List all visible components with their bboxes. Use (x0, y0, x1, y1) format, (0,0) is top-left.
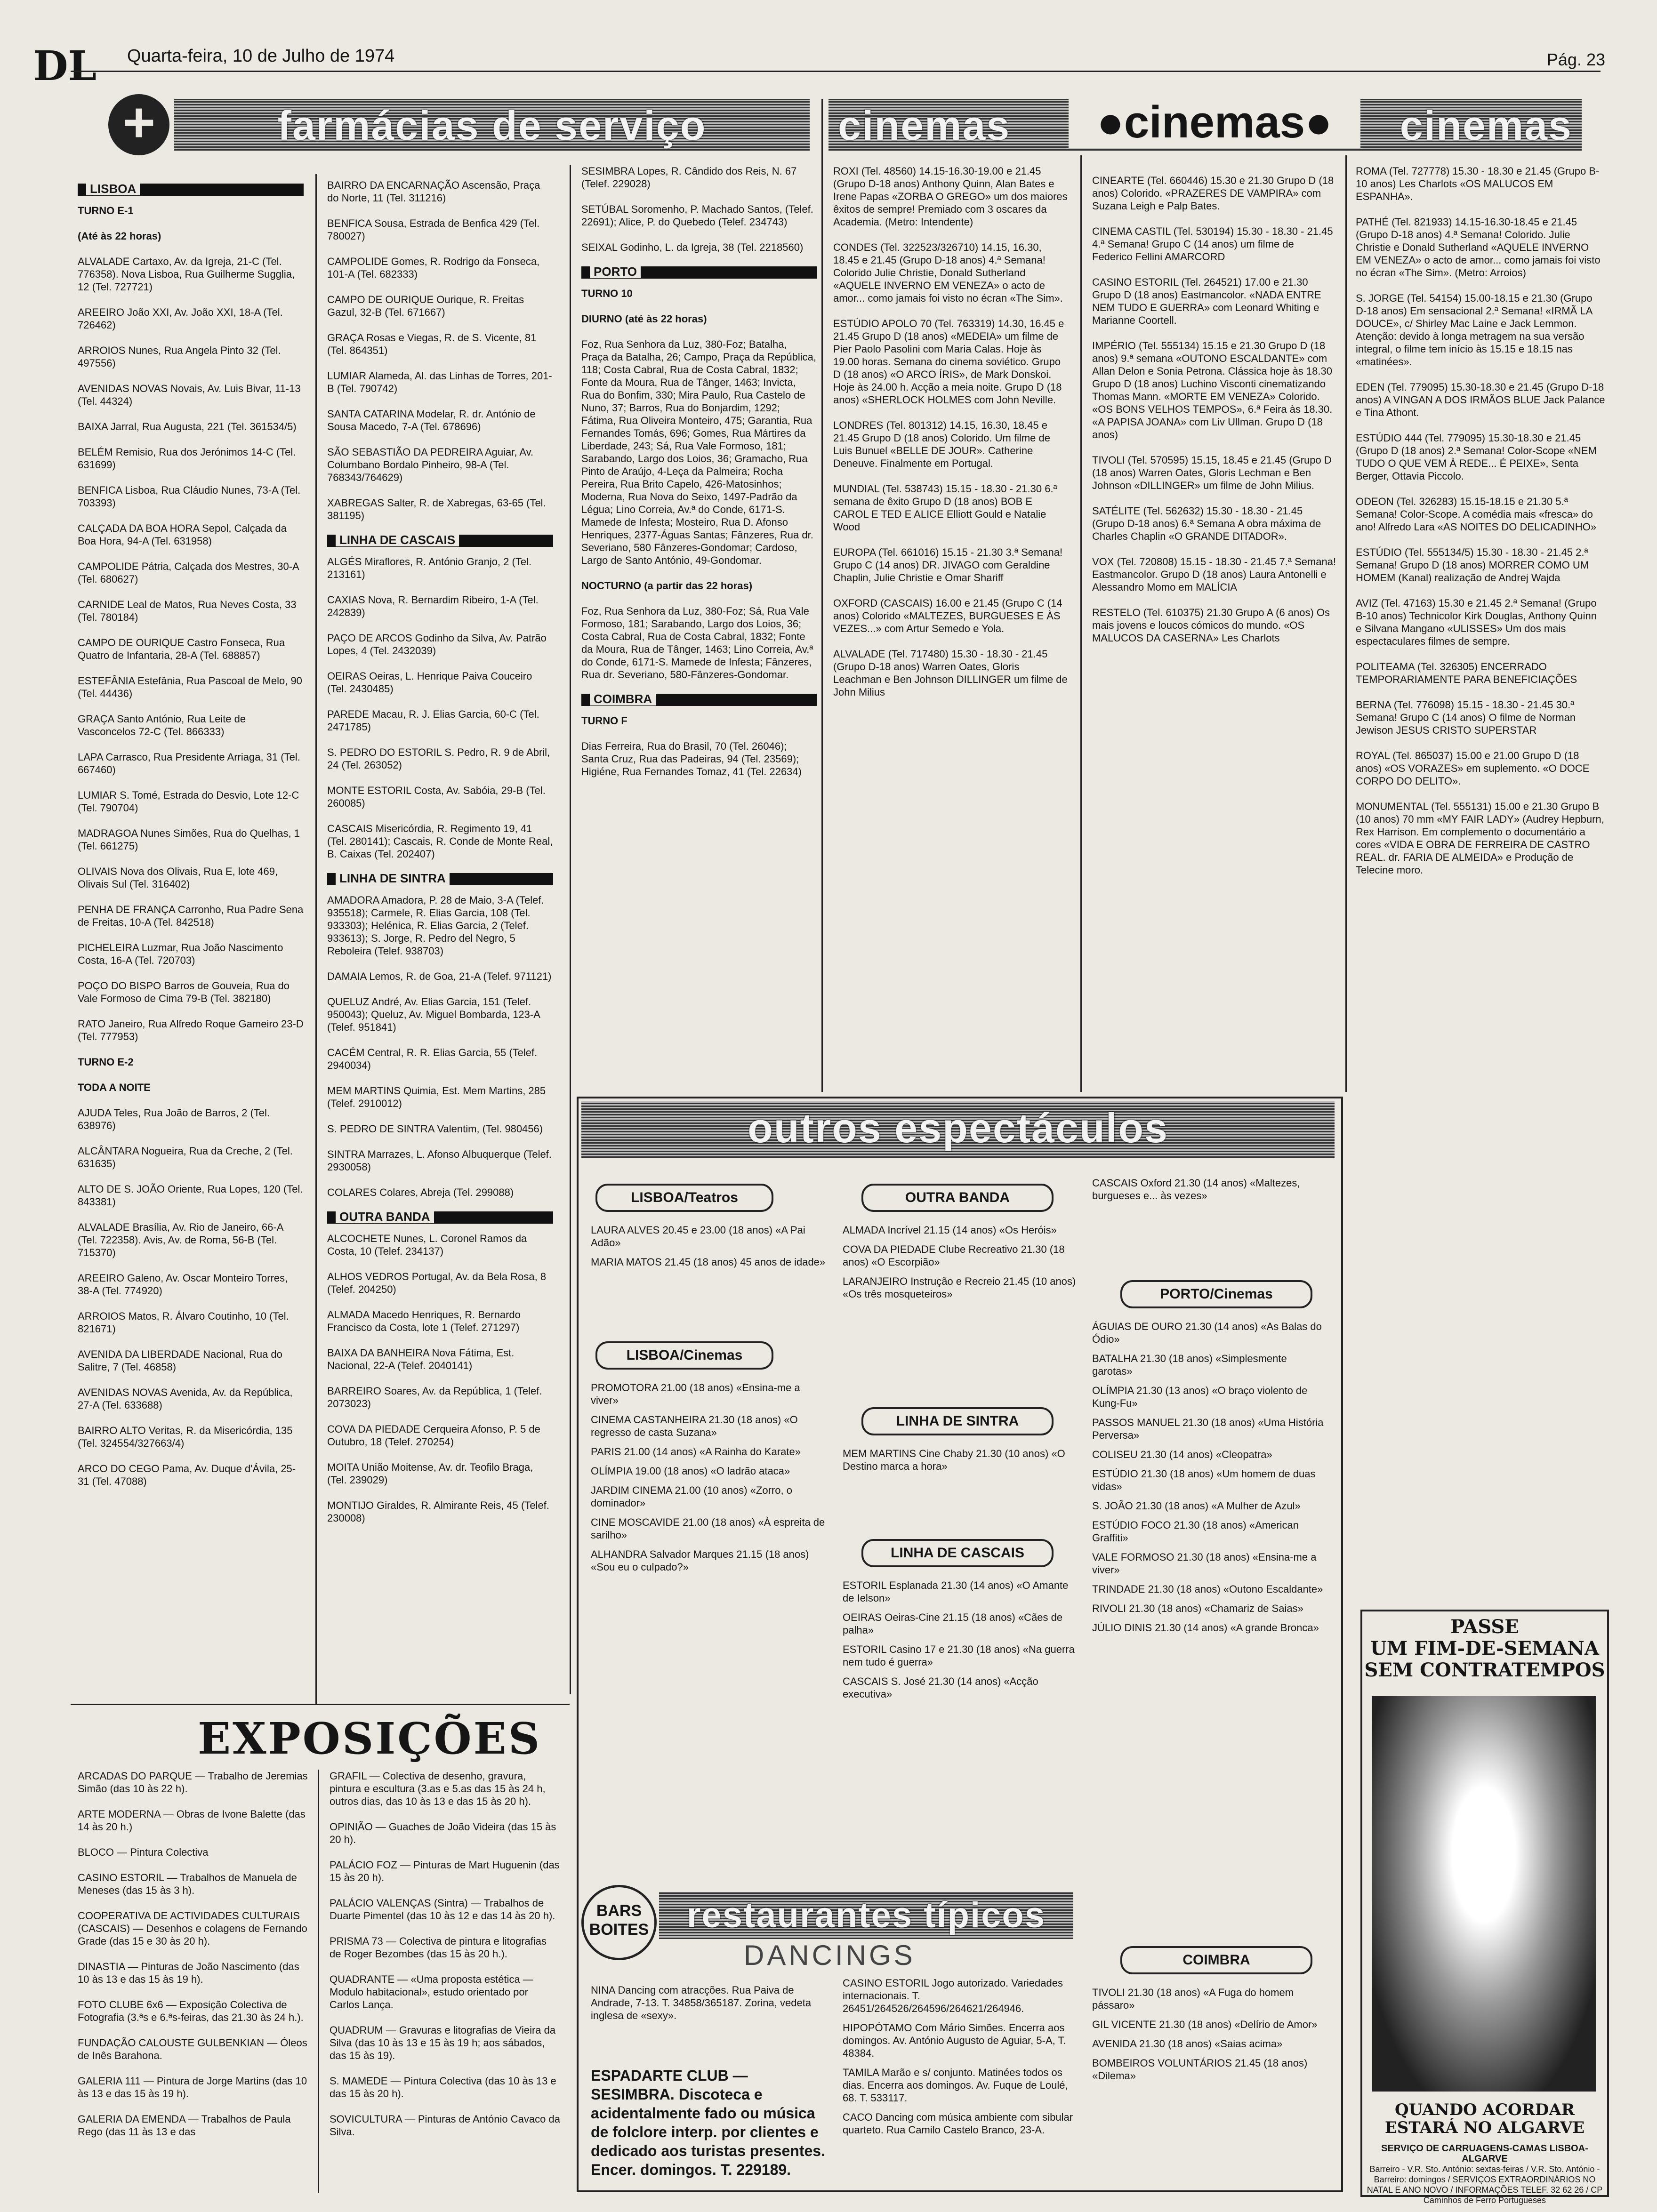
listing-entry: IMPÉRIO (Tel. 555134) 15.15 e 21.30 Grupo D (18 anos) 9.ª semana «OUTONO ESCALDANTE» com Allan Delon e Sonia Petrona. Clássica hoje às 18.30 Grupo D (18 anos) Luchino Visconti cinematizando Thomas Mann. «MORTE EM VENEZA» Colorido. «OS BONS VELHOS TEMPOS», 6.ª Feira às 18.30. «A PAPISA JOANA» com Liv Ullman. Grupo D (18 anos) (1092, 340, 1333, 441)
pharmacy-entry: S. PEDRO DE SINTRA Valentim, (Tel. 980456) (327, 1123, 543, 1135)
show-listing: BATALHA 21.30 (18 anos) «Simplesmente garotas» (1092, 1353, 1287, 1377)
pill-linha-cascais: LINHA DE CASCAIS (861, 1539, 1054, 1567)
listing-entry: LONDRES (Tel. 801312) 14.15, 16.30, 18.45 e 21.45 Grupo D (18 anos) Colorido. Um filme de Luis Bunuel «BELLE DE JOUR». Catherine Deneuve. Finalmente em Portugal. (833, 419, 1050, 469)
listing-entry: POLITEAMA (Tel. 326305) ENCERRADO TEMPORARIAMENTE PARA BENEFICIAÇÕES (1356, 661, 1577, 685)
show-listing: AVENIDA 21.30 (18 anos) «Saias acima» (1092, 2038, 1283, 2050)
pharmacy-entry: BAIXA DA BANHEIRA Nova Fátima, Est. Nacional, 22-A (Telef. 2040141) (327, 1347, 515, 1371)
turno-heading: TURNO 10 (581, 288, 633, 299)
pharmacy-cross-icon: + (108, 94, 169, 155)
pharmacy-entry: OEIRAS Oeiras, L. Henrique Paiva Couceiro (Tel. 2430485) (327, 670, 532, 695)
listing-entry: RESTELO (Tel. 610375) 21.30 Grupo A (6 anos) Os mais jovens e loucos cómicos do mundo. «OS MALUCOS DA CASERNA» Les Charlots (1092, 607, 1330, 644)
column-rule (318, 1770, 319, 2193)
linha-sintra-list (843, 1447, 1078, 1479)
restaurantes-banner-title: restaurantes típicos (686, 1895, 1046, 1935)
listing-entry: EUROPA (Tel. 661016) 15.15 - 21.30 3.ª Semana! Grupo C (14 anos) DR. JIVAGO com Geraldine Chaplin, Julie Christie e Omar Shariff (833, 546, 1063, 584)
exposicoes-column-1 (78, 1770, 308, 2203)
listing-entry: GRAFIL — Colectiva de desenho, gravura, pintura e escultura (3.as e 5.as das 15 às 24 h, outros dias, das 10 às 13 e das 15 às 20 h). (330, 1770, 546, 1807)
pharmacy-entry: ALHOS VEDROS Portugal, Av. da Bela Rosa, 8 (Telef. 204250) (327, 1271, 547, 1295)
pharmacy-entry: BENFICA Lisboa, Rua Cláudio Nunes, 73-A (Tel. 703393) (78, 484, 301, 509)
exposicoes-column-2 (330, 1770, 560, 2203)
outra-banda-list (843, 1224, 1078, 1307)
column-rule (1080, 155, 1082, 1092)
listing-entry: S. MAMEDE — Pintura Colectiva (das 10 às 13 e das 15 às 20 h). (330, 2075, 556, 2100)
listing-entry: SATÉLITE (Tel. 562632) 15.30 - 18.30 - 21.45 (Grupo D-18 anos) 6.ª Semana A obra máxima de Charles Chaplin «O GRANDE DITADOR». (1092, 505, 1321, 542)
pharmacy-entry: MEM MARTINS Quimia, Est. Mem Martins, 285 (Telef. 2910012) (327, 1085, 546, 1109)
cinemas-column-3 (1356, 165, 1605, 1605)
ad-headline (1362, 1616, 1607, 1681)
listing-entry: TIVOLI (Tel. 570595) 15.15, 18.45 e 21.45 (Grupo D (18 anos) Warren Oates, Gloris Lechman e Ben Johnson «DILLINGER» um filme de John Milius. (1092, 454, 1332, 491)
listing-entry: GALERIA DA EMENDA — Trabalhos de Paula Rego (das 11 às 13 e das (78, 2113, 291, 2138)
restaurantes-left-list (591, 1984, 826, 2028)
ad-line-4: QUANDO ACORDAR (1394, 2100, 1575, 2119)
pharmacy-entry: CARNIDE Leal de Matos, Rua Neves Costa, 33 (Tel. 780184) (78, 599, 297, 623)
farmacias-column-3 (581, 165, 817, 1130)
listing-entry: OPINIÃO — Guaches de João Videira (das 15 às 20 h). (330, 1821, 556, 1845)
pharmacy-entry: PAREDE Macau, R. J. Elias Garcia, 60-C (Tel. 2471785) (327, 708, 539, 733)
cinemas-banner-right: cinemas (1400, 102, 1572, 149)
listing-entry: OXFORD (CASCAIS) 16.00 e 21.45 (Grupo C (14 anos) Colorido «MALTEZES, BURGUESES E ÀS VEZES...» com Artur Semedo e Yola. (833, 597, 1062, 634)
ad-fine-print: Barreiro - V.R. Sto. António: sextas-feiras / V.R. Sto. António - Barreiro: domingos / SERVIÇOS EXTRAORDINÁRIOS NO NATAL E ANO NOVO / INFORMAÇÕES TELEF. 32 62 26 / CP Caminhos de Ferro Portugueses (1367, 2164, 1603, 2205)
pharmacy-entry: MONTE ESTORIL Costa, Av. Sabóia, 29-B (Tel. 260085) (327, 785, 546, 809)
show-listing: NINA Dancing com atracções. Rua Paiva de Andrade, 7-13. T. 34858/365187. Zorina, vedeta inglesa de «sexy». (591, 1984, 812, 2021)
pharmacy-entry: MOITA União Moitense, Av. dr. Teofilo Braga, (Tel. 239029) (327, 1461, 533, 1486)
pharmacy-entry: ARROIOS Nunes, Rua Angela Pinto 32 (Tel. 497556) (78, 345, 281, 369)
pharmacy-entry: POÇO DO BISPO Barros de Gouveia, Rua do Vale Formoso de Cima 79-B (Tel. 382180) (78, 980, 290, 1004)
ad-details (1362, 2143, 1607, 2205)
pill-lisboa-cinemas: LISBOA/Cinemas (595, 1341, 773, 1370)
pharmacy-entry: OLIVAIS Nova dos Olivais, Rua E, lote 469, Olivais Sul (Tel. 316402) (78, 866, 278, 890)
listing-entry: CINEARTE (Tel. 660446) 15.30 e 21.30 Grupo D (18 anos) Colorido. «PRAZERES DE VAMPIRA» com Suzana Leigh e Palp Bates. (1092, 175, 1334, 212)
pharmacy-entry: PAÇO DE ARCOS Godinho da Silva, Av. Patrão Lopes, 4 (Tel. 2432039) (327, 632, 547, 657)
show-listing: ESTÚDIO FOCO 21.30 (18 anos) «American Graffiti» (1092, 1519, 1299, 1544)
ad-line-1: PASSE (1450, 1616, 1519, 1638)
pharmacy-entry: ALCÂNTARA Nogueira, Rua da Creche, 2 (Tel. 631635) (78, 1145, 293, 1170)
listing-entry: FUNDAÇÃO CALOUSTE GULBENKIAN — Óleos de Inês Barahona. (78, 2037, 307, 2061)
pharmacy-entry: SÃO SEBASTIÃO DA PEDREIRA Aguiar, Av. Columbano Bordalo Pinheiro, 98-A (Tel. 768343/764629) (327, 446, 534, 483)
pharmacy-entry: DAMAIA Lemos, R. de Goa, 21-A (Telef. 971121) (327, 970, 552, 982)
pharmacy-entry: CACÉM Central, R. R. Elias Garcia, 55 (Telef. 2940034) (327, 1047, 538, 1071)
pharmacy-entry: SANTA CATARINA Modelar, R. dr. António de Sousa Macedo, 7-A (Tel. 678696) (327, 408, 536, 433)
turno-heading: TURNO F (581, 715, 627, 727)
pharmacy-entry: SETÚBAL Soromenho, P. Machado Santos, (Telef. 22691); Alice, P. do Quebedo (Telef. 234743) (581, 203, 813, 228)
pharmacy-entry: LAPA Carrasco, Rua Presidente Arriaga, 31 (Tel. 667460) (78, 751, 300, 776)
pharmacy-entry: CAMPOLIDE Gomes, R. Rodrigo da Fonseca, 101-A (Tel. 682333) (327, 256, 540, 280)
listing-entry: GALERIA 111 — Pintura de Jorge Martins (das 10 às 13 e das 15 às 19 h). (78, 2075, 307, 2100)
pharmacy-entry: AMADORA Amadora, P. 28 de Maio, 3-A (Telef. 935518); Carmele, R. Elias Garcia, 108 (Tel. 933303); Helénica, R. Elias Garcia, 2 (Telef. 933613); S. Jorge, R. Pedro del Negro, 5 Reboleira (Telef. 938703) (327, 894, 544, 957)
pharmacy-entry: MONTIJO Giraldes, R. Almirante Reis, 45 (Telef. 230008) (327, 1499, 549, 1524)
pharmacy-entry: SINTRA Marrazes, L. Afonso Albuquerque (Telef. 2930058) (327, 1148, 552, 1173)
pharmacy-entry: CAXIAS Nova, R. Bernardim Ribeiro, 1-A (Tel. 242839) (327, 594, 539, 618)
listing-entry: ESTÚDIO (Tel. 555134/5) 15.30 - 18.30 - 21.45 2.ª Semana! Grupo D (18 anos) MORRER COMO UM HOMEM (Kanal) realização de Andrej Wajda (1356, 546, 1589, 584)
pharmacy-entry: AREEIRO João XXI, Av. João XXI, 18-A (Tel. 726462) (78, 306, 283, 331)
show-listing: ALMADA Incrível 21.15 (14 anos) «Os Heróis» (843, 1224, 1057, 1236)
show-listing: OLÍMPIA 21.30 (13 anos) «O braço violento de Kung-Fu» (1092, 1385, 1308, 1409)
pharmacy-entry: PICHELEIRA Luzmar, Rua João Nascimento Costa, 16-A (Tel. 720703) (78, 942, 283, 966)
pharmacy-entry: CAMPO DE OURIQUE Ourique, R. Freitas Gazul, 32-B (Tel. 671667) (327, 294, 524, 318)
column-rule (1345, 155, 1347, 1092)
show-listing: GIL VICENTE 21.30 (18 anos) «Delírio de Amor» (1092, 2019, 1318, 2030)
pharmacy-entry: CAMPOLIDE Pátria, Calçada dos Mestres, 30-A (Tel. 680627) (78, 561, 299, 585)
pharmacy-entry: AVENIDA DA LIBERDADE Nacional, Rua do Salitre, 7 (Tel. 46858) (78, 1348, 282, 1373)
page-number: Pág. 23 (1546, 50, 1605, 69)
show-listing: OEIRAS Oeiras-Cine 21.15 (18 anos) «Cães de palha» (843, 1611, 1063, 1636)
listing-entry: CASINO ESTORIL (Tel. 264521) 17.00 e 21.30 Grupo D (18 anos) Eastmancolor. «NADA ENTRE NEM TUDO E GUERRA» com Leonard Whiting e Marianne Coortell. (1092, 276, 1321, 326)
pharmacy-entry: ALMADA Macedo Henriques, R. Bernardo Francisco da Costa, lote 1 (Telef. 271297) (327, 1309, 521, 1333)
pharmacy-entry: S. PEDRO DO ESTORIL S. Pedro, R. 9 de Abril, 24 (Tel. 263052) (327, 746, 550, 771)
listing-entry: PALÁCIO VALENÇAS (Sintra) — Trabalhos de Duarte Pimentel (das 10 às 12 e das 14 às 20 h). (330, 1897, 555, 1922)
pharmacy-entry: MADRAGOA Nunes Simões, Rua do Quelhas, 1 (Tel. 661275) (78, 827, 300, 852)
ad-subhead (1362, 2101, 1607, 2137)
show-listing: BOMBEIROS VOLUNTÁRIOS 21.45 (18 anos) «Dilema» (1092, 2057, 1308, 2082)
show-listing: CINEMA CASTANHEIRA 21.30 (18 anos) «O regresso de casta Suzana» (591, 1414, 798, 1438)
pill-outra-banda: OUTRA BANDA (861, 1184, 1054, 1212)
show-listing: LARANJEIRO Instrução e Recreio 21.45 (10 anos) «Os três mosqueteiros» (843, 1275, 1076, 1300)
region-bar-label: LISBOA (86, 183, 140, 195)
lisboa-cinemas-list (591, 1381, 826, 1580)
pharmacy-entry: XABREGAS Salter, R. de Xabregas, 63-65 (Tel. 381195) (327, 497, 546, 521)
show-listing: OLÍMPIA 19.00 (18 anos) «O ladrão ataca» (591, 1465, 790, 1477)
region-bar (327, 873, 553, 885)
listing-entry: MUNDIAL (Tel. 538743) 15.15 - 18.30 - 21.30 6.ª semana de êxito Grupo D (18 anos) BOB E CAROL E TED E ALICE Elliott Gould e Natalie Wood (833, 483, 1057, 533)
pharmacy-entry: Dias Ferreira, Rua do Brasil, 70 (Tel. 26046); Santa Cruz, Rua das Padeiras, 94 (Tel. 23569); Higiéne, Rua Fernandes Tomaz, 41 (Tel. 22634) (581, 740, 802, 777)
farmacias-banner-title: farmácias de serviço (277, 102, 707, 149)
column-rule (315, 174, 317, 1704)
show-listing: VALE FORMOSO 21.30 (18 anos) «Ensina-me a viver» (1092, 1551, 1317, 1576)
pharmacy-entry: QUELUZ André, Av. Elias Garcia, 151 (Telef. 950043); Queluz, Av. Miguel Bombarda, 123-A (Telef. 951841) (327, 996, 540, 1033)
bars-boites-badge (581, 1885, 657, 1960)
region-bar (581, 266, 817, 279)
show-listing: CINE MOSCAVIDE 21.00 (18 anos) «À espreita de sarilho» (591, 1516, 825, 1541)
listing-entry: BERNA (Tel. 776098) 15.15 - 18.30 - 21.45 30.ª Semana! Grupo C (14 anos) O filme de Norman Jewison JESUS CRISTO SUPERSTAR (1356, 699, 1576, 736)
show-listing: ALHANDRA Salvador Marques 21.15 (18 anos) «Sou eu o culpado?» (591, 1548, 809, 1573)
farmacias-column-2 (327, 179, 553, 1690)
ad-line-5: ESTARÁ NO ALGARVE (1384, 2118, 1585, 2137)
outros-col3-list (1092, 1177, 1327, 1209)
show-listing: COLISEU 21.30 (14 anos) «Cleopatra» (1092, 1449, 1272, 1460)
cinemas-heading: ●cinemas● (1069, 96, 1360, 148)
pharmacy-entry: GRAÇA Rosas e Viegas, R. de S. Vicente, 81 (Tel. 864351) (327, 332, 537, 356)
ad-line-2: UM FIM-DE-SEMANA (1370, 1637, 1599, 1659)
pharmacy-entry: GRAÇA Santo António, Rua Leite de Vasconcelos 72-C (Tel. 866333) (78, 713, 246, 737)
pill-linha-sintra: LINHA DE SINTRA (861, 1407, 1054, 1435)
show-listing: MARIA MATOS 21.45 (18 anos) 45 anos de idade» (591, 1256, 826, 1268)
show-listing: TRINDADE 21.30 (18 anos) «Outono Escaldante» (1092, 1583, 1323, 1595)
listing-entry: EDEN (Tel. 779095) 15.30-18.30 e 21.45 (Grupo D-18 anos) A VINGAN A DOS IRMÃOS BLUE Jack Palance e Tina Athont. (1356, 381, 1605, 418)
region-bar-label: COIMBRA (590, 693, 656, 705)
pharmacy-entry: BAIRRO DA ENCARNAÇÃO Ascensão, Praça do Norte, 11 (Tel. 311216) (327, 179, 540, 204)
outros-banner (581, 1101, 1335, 1158)
header-rule (71, 71, 1601, 72)
pharmacy-entry: BENFICA Sousa, Estrada de Benfica 429 (Tel. 780027) (327, 217, 540, 242)
show-listing: PASSOS MANUEL 21.30 (18 anos) «Uma História Perversa» (1092, 1417, 1324, 1441)
cinemas-banner-left: cinemas (838, 102, 1011, 149)
section-rule (71, 1704, 570, 1705)
pharmacy-entry: LUMIAR S. Tomé, Estrada do Desvio, Lote 12-C (Tel. 790704) (78, 789, 299, 814)
pharmacy-entry: ALTO DE S. JOÃO Oriente, Rua Lopes, 120 (Tel. 843381) (78, 1183, 303, 1208)
pharmacy-entry: AVENIDAS NOVAS Avenida, Av. da República, 27-A (Tel. 633688) (78, 1387, 293, 1411)
listing-entry: CASINO ESTORIL — Trabalhos de Manuela de Meneses (das 15 às 3 h). (78, 1872, 297, 1896)
turno-heading: DIURNO (até às 22 horas) (581, 313, 707, 325)
show-listing: CACO Dancing com música ambiente com sibular quarteto. Rua Camilo Castelo Branco, 23-A. (843, 2111, 1073, 2136)
listing-entry: PALÁCIO FOZ — Pinturas de Mart Huguenin (das 15 às 20 h). (330, 1859, 560, 1883)
farmacias-column-1 (78, 179, 304, 1690)
listing-entry: ARCADAS DO PARQUE — Trabalho de Jeremias Simão (das 10 às 22 h). (78, 1770, 308, 1795)
restaurantes-right-list (843, 1977, 1078, 2143)
listing-entry: PATHÉ (Tel. 821933) 14.15-16.30-18.45 e 21.45 (Grupo D-18 anos) 4.ª Semana! Colorido. Julie Christie e Donald Sutherland «AQUELE INVERNO EM VENEZA» o acto de amor... como jamais foi visto no écran «The Sim». (Metro: Arroios) (1356, 216, 1601, 279)
listing-entry: AVIZ (Tel. 47163) 15.30 e 21.45 2.ª Semana! (Grupo B-10 anos) Technicolor Kirk Douglas, Anthony Quinn e Silvana Mangano «ULISSES» Um dos mais espectaculares filmes de sempre. (1356, 597, 1597, 647)
teatros-list (591, 1224, 826, 1275)
show-listing: CASCAIS Oxford 21.30 (14 anos) «Maltezes, burgueses e... às vezes» (1092, 1177, 1300, 1202)
listing-entry: ESTÚDIO 444 (Tel. 779095) 15.30-18.30 e 21.45 (Grupo D (18 anos) 2.ª Semana! Color-Scope «NEM TUDO O QUE VEM À REDE... É PEIXE», Senta Berger, Ottavia Piccolo. (1356, 432, 1597, 482)
show-listing: MEM MARTINS Cine Chaby 21.30 (10 anos) «O Destino marca a hora» (843, 1448, 1065, 1472)
restaurantes-banner (659, 1892, 1073, 1939)
outros-banner-title: outros espectáculos (748, 1105, 1168, 1151)
pharmacy-entry: ARROIOS Matos, R. Álvaro Coutinho, 10 (Tel. 821671) (78, 1310, 289, 1335)
newspaper-logo: DL (33, 42, 97, 90)
issue-date: Quarta-feira, 10 de Julho de 1974 (127, 46, 395, 66)
listing-entry: ODEON (Tel. 326283) 15.15-18.15 e 21.30 5.ª Semana! Color-Scope. A comédia mais «fresca» do ano! Alfredo Lara «AS NOITES DO DELICADINHO» (1356, 496, 1597, 533)
pharmacy-entry: RATO Janeiro, Rua Alfredo Roque Gameiro 23-D (Tel. 777953) (78, 1018, 304, 1042)
listing-entry: ROXI (Tel. 48560) 14.15-16.30-19.00 e 21.45 (Grupo D-18 anos) Anthony Quinn, Alan Bates e Irene Papas «ZORBA O GREGO» um dos maiores êxitos de sempre! Premiado com 3 oscares da Academia. (Metro: Intendente) (833, 165, 1068, 228)
porto-cinemas-list (1092, 1320, 1327, 1641)
train-advertisement (1360, 1610, 1609, 2205)
listing-entry: QUADRUM — Gravuras e litografias de Vieira da Silva (das 10 às 13 e 15 às 19 h; aos sábados, das 15 às 19). (330, 2024, 556, 2061)
pharmacy-entry: BAIRRO ALTO Veritas, R. da Misericórdia, 135 (Tel. 324554/327663/4) (78, 1425, 293, 1449)
region-bar (581, 694, 817, 706)
listing-entry: CONDES (Tel. 322523/326710) 14.15, 16.30, 18.45 e 21.45 (Grupo D-18 anos) 4.ª Semana! Colorido Julie Christie, Donald Sutherland «AQUELE INVERNO EM VENEZA» o acto de amor... como jamais foi visto no écran «The Sim». (833, 241, 1063, 304)
pharmacy-entry: COVA DA PIEDADE Cerqueira Afonso, P. 5 de Outubro, 18 (Telef. 270254) (327, 1423, 540, 1448)
show-listing: S. JOÃO 21.30 (18 anos) «A Mulher de Azul» (1092, 1500, 1301, 1512)
show-listing: TAMILA Marão e s/ conjunto. Matinées todos os dias. Encerra aos domingos. Av. Fuque de Loulé, 68. T. 533117. (843, 2067, 1068, 2104)
pharmacy-entry: BELÉM Remisio, Rua dos Jerónimos 14-C (Tel. 631699) (78, 446, 296, 471)
farmacias-banner (174, 99, 810, 151)
listing-entry: ALVALADE (Tel. 717480) 15.30 - 18.30 - 21.45 (Grupo D-18 anos) Warren Oates, Gloris Leachman e Ben Johnson DILLINGER um filme de John Milius (833, 648, 1068, 698)
listing-entry: CINEMA CASTIL (Tel. 530194) 15.30 - 18.30 - 21.45 4.ª Semana! Grupo C (14 anos) um filme de Federico Fellini AMARCORD (1092, 225, 1333, 263)
cinemas-column-1 (833, 165, 1069, 1087)
pill-coimbra: COIMBRA (1120, 1946, 1312, 1974)
pharmacy-entry: Foz, Rua Senhora da Luz, 380-Foz; Batalha, Praça da Batalha, 26; Campo, Praça da República, 118; Costa Cabral, Rua de Costa Cabral, 1832; Fonte da Moura, Rua de Tânger, 1463; Invicta, Rua do Bonfim, 330; Mira Paulo, Rua Castelo de Nuno, 37; Barros, Rua do Bonjardim, 1292; Fátima, Rua Oliveira Monteiro, 475; Garantia, Rua Fernandes Tomás, 696; Gomes, Rua Mártires da Liberdade, 243; Sá, Rua Vale Formoso, 181; Sarabando, Largo dos Loios, 36; Gramacho, Rua Pinto de Araújo, 4-Leça da Palmeira; Rocha Pereira, Rua Brito Capelo, 426-Matosinhos; Moderna, Rua Nova do Seixo, 1497-Padrão da Légua; Lino Correia, Av.ª do Conde, 6171-S. Mamede de Infesta; Mosteiro, Rua D. Afonso Henriques, 2377-Águas Santas; Fânzeres, Rua dr. Severiano, 580 Fânzeres-Gondomar; Cardoso, Largo de Santo António, 49-Gondomar. (581, 338, 816, 566)
cinemas-column-2 (1092, 174, 1337, 1087)
turno-heading: TURNO E-2 (78, 1056, 134, 1068)
listing-entry: PRISMA 73 — Colectiva de pintura e litografias de Roger Bezombes (das 15 às 20 h.). (330, 1935, 547, 1960)
pharmacy-entry: BARREIRO Soares, Av. da República, 1 (Telef. 2073023) (327, 1385, 542, 1410)
bars-boites-label: BARS BOITES (589, 1902, 649, 1939)
listing-entry: ESTÚDIO APOLO 70 (Tel. 763319) 14.30, 16.45 e 21.45 Grupo D (18 anos) «MEDEIA» um filme de Pier Paolo Pasolini com Maria Calas. Hoje às 19.00 horas. Semana do cinema soviético. Grupo D (18 anos) «O ARCO ÍRIS», de Mark Donskoi. Hoje às 24.00 h. Acção a meia noite. Grupo D (18 anos) «SHERLOCK HOLMES com John Neville. (833, 318, 1064, 406)
listing-entry: SOVICULTURA — Pinturas de António Cavaco da Silva. (330, 2113, 560, 2138)
ad-line-3: SEM CONTRATEMPOS (1364, 1659, 1605, 1681)
pharmacy-entry: ALVALADE Cartaxo, Av. da Igreja, 21-C (Tel. 776358). Nova Lisboa, Rua Guilherme Sugglia, 12 (Tel. 727721) (78, 256, 295, 293)
show-listing: ESTÚDIO 21.30 (18 anos) «Um homem de duas vidas» (1092, 1468, 1316, 1492)
pharmacy-entry: AREEIRO Galeno, Av. Oscar Monteiro Torres, 38-A (Tel. 774920) (78, 1272, 288, 1297)
region-bar-label: PORTO (590, 265, 641, 278)
listing-entry: ROYAL (Tel. 865037) 15.00 e 21.00 Grupo D (18 anos) «OS VORAZES» em suplemento. «O DOCE CORPO DO DELITO». (1356, 750, 1590, 787)
dancings-heading: DANCINGS (744, 1940, 916, 1971)
listing-entry: S. JORGE (Tel. 54154) 15.00-18.15 e 21.30 (Grupo D-18 anos) Em sensacional 2.ª Semana! «IRMÃ LA DOUCE», c/ Shirley Mac Laine e Jack Lemmon. Atenção: devido à longa metragem na sua versão integral, o filme tem início às 15.15 e 18.15 nas «matinées». (1356, 292, 1593, 368)
listing-entry: COOPERATIVA DE ACTIVIDADES CULTURAIS (CASCAIS) — Desenhos e colagens de Fernando Grade (das 15 e 30 às 20 h). (78, 1910, 307, 1947)
pharmacy-entry: PENHA DE FRANÇA Carronho, Rua Padre Sena de Freitas, 10-A (Tel. 842518) (78, 904, 304, 928)
pharmacy-entry: ALGÉS Miraflores, R. António Granjo, 2 (Tel. 213161) (327, 556, 532, 580)
listing-entry: ARTE MODERNA — Obras de Ivone Balette (das 14 às 20 h.) (78, 1808, 306, 1833)
listing-entry: BLOCO — Pintura Colectiva (78, 1846, 209, 1858)
turno-heading: (Até às 22 horas) (78, 230, 161, 242)
listing-entry: ROMA (Tel. 727778) 15.30 - 18.30 e 21.45 (Grupo B-10 anos) Les Charlots «OS MALUCOS EM ESPANHA». (1356, 165, 1600, 202)
linha-cascais-list (843, 1579, 1078, 1707)
pharmacy-entry: ALCOCHETE Nunes, L. Coronel Ramos da Costa, 10 (Telef. 234137) (327, 1233, 527, 1257)
show-listing: ESTORIL Esplanada 21.30 (14 anos) «O Amante de Ielson» (843, 1579, 1069, 1604)
pharmacy-entry: BAIXA Jarral, Rua Augusta, 221 (Tel. 361534/5) (78, 421, 297, 433)
pharmacy-entry: AVENIDAS NOVAS Novais, Av. Luis Bivar, 11-13 (Tel. 44324) (78, 383, 301, 407)
listing-entry: QUADRANTE — «Uma proposta estética — Modulo habitacional», estudo orientado por Carlos Lança. (330, 1973, 533, 2011)
region-bar-label: LINHA DE SINTRA (336, 872, 450, 885)
espadarte-ad: ESPADARTE CLUB — SESIMBRA. Discoteca e acidentalmente fado ou música de folclore interp. por clientes e dedicado aos turistas presentes. Encer. domingos. T. 229189. (591, 2067, 825, 2178)
coimbra-list (1092, 1986, 1327, 2089)
show-listing: JARDIM CINEMA 21.00 (10 anos) «Zorro, o dominador» (591, 1484, 792, 1509)
listing-entry: VOX (Tel. 720808) 15.15 - 18.30 - 21.45 7.ª Semana! Eastmancolor. Grupo D (18 anos) Laura Antonelli e Alessandro Momo em MALÍCIA (1092, 556, 1336, 593)
show-listing: CASCAIS S. José 21.30 (14 anos) «Acção executiva» (843, 1675, 1038, 1700)
pharmacy-entry: SESIMBRA Lopes, R. Cândido dos Reis, N. 67 (Telef. 229028) (581, 165, 797, 190)
pharmacy-entry: LUMIAR Alameda, Al. das Linhas de Torres, 201-B (Tel. 790742) (327, 370, 552, 394)
region-bar-label: OUTRA BANDA (336, 1210, 434, 1223)
region-bar (327, 1211, 553, 1224)
pharmacy-entry: CAMPO DE OURIQUE Castro Fonseca, Rua Quatro de Infantaria, 28-A (Tel. 688857) (78, 637, 285, 661)
ad-photo (1372, 1696, 1596, 2092)
show-listing: COVA DA PIEDADE Clube Recreativo 21.30 (18 anos) «O Escorpião» (843, 1243, 1065, 1268)
turno-heading: NOCTURNO (a partir das 22 horas) (581, 580, 753, 592)
pharmacy-entry: COLARES Colares, Abreja (Tel. 299088) (327, 1186, 514, 1198)
show-listing: LAURA ALVES 20.45 e 23.00 (18 anos) «A Pai Adão» (591, 1224, 805, 1249)
pharmacy-entry: ARCO DO CEGO Pama, Av. Duque d'Ávila, 25-31 (Tel. 47088) (78, 1463, 296, 1487)
show-listing: TIVOLI 21.30 (18 anos) «A Fuga do homem pássaro» (1092, 1987, 1294, 2011)
pharmacy-entry: CASCAIS Misericórdia, R. Regimento 19, 41 (Tel. 280141); Cascais, R. Conde de Monte Real, B. Caixas (Tel. 202407) (327, 823, 553, 860)
show-listing: JÚLIO DINIS 21.30 (14 anos) «A grande Bronca» (1092, 1622, 1319, 1634)
pill-porto-cinemas: PORTO/Cinemas (1120, 1280, 1312, 1308)
listing-entry: MONUMENTAL (Tel. 555131) 15.00 e 21.30 Grupo B (10 anos) 70 mm «MY FAIR LADY» (Audrey Hepburn, Rex Harrison. Em complemento o documentário a cores «VIDA E OBRA DE FERREIRA DE CASTRO REAL. dr. FARIA DE ALMEIDA» e Produção de Telecine moro. (1356, 801, 1604, 876)
listing-entry: DINASTIA — Pinturas de João Nascimento (das 10 às 13 e das 15 às 19 h). (78, 1961, 299, 1985)
pharmacy-entry: SEIXAL Godinho, L. da Igreja, 38 (Tel. 2218560) (581, 241, 804, 253)
region-bar-label: LINHA DE CASCAIS (336, 534, 459, 546)
column-rule (821, 99, 823, 1092)
turno-heading: TODA A NOITE (78, 1082, 151, 1093)
region-bar (327, 535, 553, 547)
pharmacy-entry: AJUDA Teles, Rua João de Barros, 2 (Tel. 638976) (78, 1107, 270, 1131)
show-listing: ESTORIL Casino 17 e 21.30 (18 anos) «Na guerra nem tudo é guerra» (843, 1643, 1075, 1668)
show-listing: HIPOPÓTAMO Com Mário Simões. Encerra aos domingos. Av. António Augusto de Aguiar, 5-A, T. 48384. (843, 2022, 1066, 2059)
listing-entry: FOTO CLUBE 6x6 — Exposição Colectiva de Fotografia (3.ªs e 6.ªs-feiras, das 21.30 às 24 h.). (78, 1999, 304, 2023)
show-listing: ÁGUIAS DE OURO 21.30 (14 anos) «As Balas do Ódio» (1092, 1321, 1322, 1345)
pill-lisboa-teatros: LISBOA/Teatros (595, 1184, 773, 1212)
show-listing: PARIS 21.00 (14 anos) «A Rainha do Karate» (591, 1446, 801, 1458)
show-listing: PROMOTORA 21.00 (18 anos) «Ensina-me a viver» (591, 1382, 800, 1406)
pharmacy-entry: ESTEFÂNIA Estefânia, Rua Pascoal de Melo, 90 (Tel. 44436) (78, 675, 302, 699)
pharmacy-entry: Foz, Rua Senhora da Luz, 380-Foz; Sá, Rua Vale Formoso, 181; Sarabando, Largo dos Loios, 36; Costa Cabral, Rua de Costa Cabral, 1832; Fonte da Moura, Rua de Tânger, 1463; Lino Correia, Av.ª do Conde, 6171-S. Mamede de Infesta; Fânzeres, Rua dr. Severiano, 580-Fânzeres-Gondomar. (581, 605, 813, 681)
exposicoes-title: EXPOSIÇÕES (198, 1713, 542, 1764)
column-rule (570, 165, 571, 1694)
show-listing: RIVOLI 21.30 (18 anos) «Chamariz de Saias» (1092, 1603, 1303, 1614)
turno-heading: TURNO E-1 (78, 205, 134, 216)
pharmacy-entry: ALVALADE Brasília, Av. Rio de Janeiro, 66-A (Tel. 722358). Avis, Av. de Roma, 56-B (Tel. 715370) (78, 1221, 283, 1258)
pharmacy-entry: CALÇADA DA BOA HORA Sepol, Calçada da Boa Hora, 94-A (Tel. 631958) (78, 522, 287, 547)
region-bar (78, 184, 304, 196)
show-listing: CASINO ESTORIL Jogo autorizado. Variedades internacionais. T. 26451/264526/264596/264621/264946. (843, 1977, 1063, 2014)
ad-line-6: SERVIÇO DE CARRUAGENS-CAMAS LISBOA-ALGARVE (1381, 2143, 1588, 2164)
